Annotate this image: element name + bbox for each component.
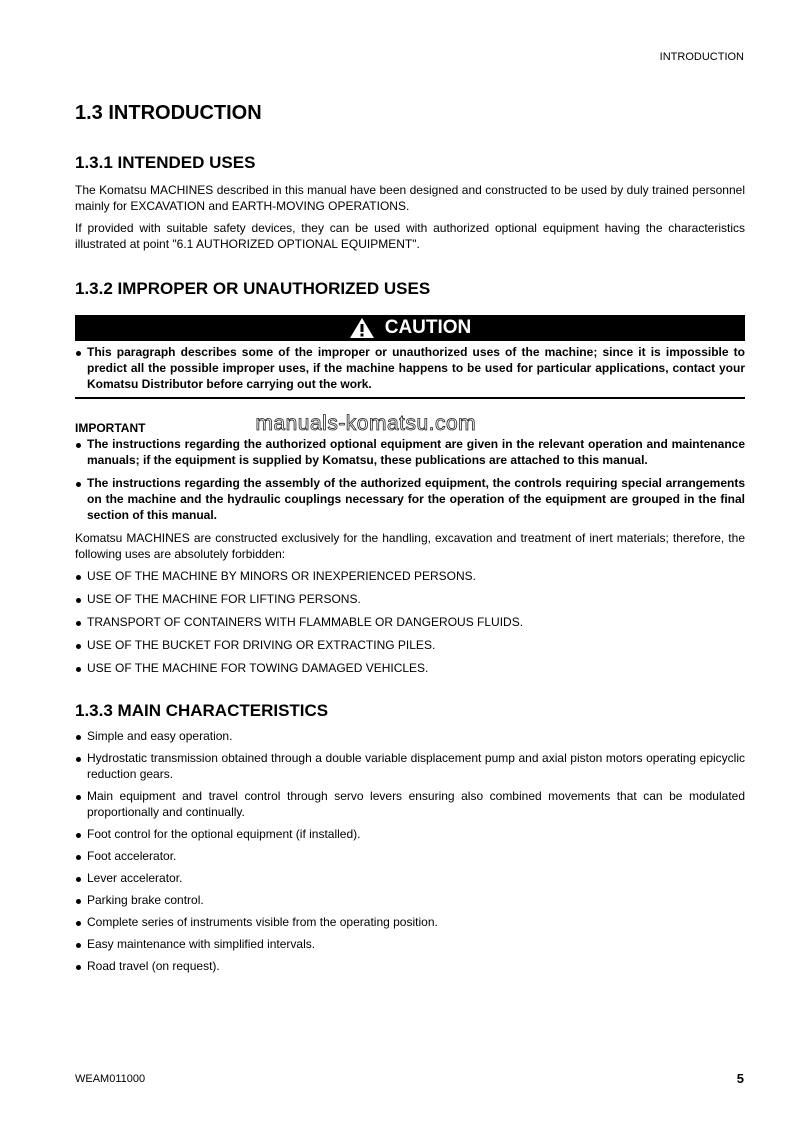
- list-item: USE OF THE MACHINE FOR TOWING DAMAGED VEHICLES.: [75, 660, 745, 676]
- list-item: USE OF THE BUCKET FOR DRIVING OR EXTRACTING PILES.: [75, 637, 745, 653]
- list-item: The instructions regarding the authorized optional equipment are given in the relevant operation and maintenance manuals; if the equipment is supplied by Komatsu, these publications are attached to this manual.: [75, 436, 745, 468]
- list-item: The instructions regarding the assembly of the authorized equipment, the controls requiring special arrangements on the machine and the hydraulic couplings necessary for the operation of the equipment are grouped in the final section of this manual.: [75, 475, 745, 523]
- list-item: Road travel (on request).: [75, 958, 745, 974]
- important-row: [75, 412, 745, 436]
- running-header: INTRODUCTION: [659, 51, 744, 63]
- list-item: Lever accelerator.: [75, 870, 745, 886]
- section-heading-main-characteristics: 1.3.3 MAIN CHARACTERISTICS: [75, 701, 329, 720]
- important-label: IMPORTANT: [75, 421, 146, 435]
- list-item: Main equipment and travel control through servo levers ensuring also combined movements that can be modulated proportionally and continually.: [75, 788, 745, 820]
- section-heading-improper-uses: 1.3.2 IMPROPER OR UNAUTHORIZED USES: [75, 279, 431, 298]
- list-item: Hydrostatic transmission obtained through a double variable displacement pump and axial piston motors operating epicyclic reduction gears.: [75, 750, 745, 782]
- paragraph: If provided with suitable safety devices, they can be used with authorized optional equipment having the characteristics illustrated at point "6.1 AUTHORIZED OPTIONAL EQUIPMENT".: [75, 221, 745, 251]
- paragraph: The Komatsu MACHINES described in this manual have been designed and constructed to be used by duly trained personnel mainly for EXCAVATION and EARTH-MOVING OPERATIONS.: [75, 183, 745, 213]
- page-title: 1.3 INTRODUCTION: [75, 102, 262, 124]
- caution-text: This paragraph describes some of the improper or unauthorized uses of the machine; since it is impossible to predict all the possible improper uses, if the machine happens to be used for particular applications, contact your Komatsu Distributor before carrying out the work.: [75, 344, 745, 392]
- list-item: Foot control for the optional equipment (if installed).: [75, 826, 745, 842]
- warning-triangle-icon: [349, 317, 375, 339]
- list-item: USE OF THE MACHINE FOR LIFTING PERSONS.: [75, 591, 745, 607]
- forbidden-uses-list: [75, 568, 745, 676]
- list-item: Parking brake control.: [75, 892, 745, 908]
- watermark: manuals-komatsu.com: [255, 412, 477, 435]
- page-number: 5: [736, 1071, 744, 1086]
- caution-label: CAUTION: [384, 317, 472, 338]
- section-heading-intended-uses: 1.3.1 INTENDED USES: [75, 153, 256, 172]
- list-item: Simple and easy operation.: [75, 728, 745, 744]
- list-item: Complete series of instruments visible from the operating position.: [75, 914, 745, 930]
- paragraph: Komatsu MACHINES are constructed exclusively for the handling, excavation and treatment of inert materials; therefore, the following uses are absolutely forbidden:: [75, 531, 745, 561]
- list-item: USE OF THE MACHINE BY MINORS OR INEXPERIENCED PERSONS.: [75, 568, 745, 584]
- list-item: Easy maintenance with simplified intervals.: [75, 936, 745, 952]
- characteristics-list: [75, 728, 745, 974]
- list-item: TRANSPORT OF CONTAINERS WITH FLAMMABLE OR DANGEROUS FLUIDS.: [75, 614, 745, 630]
- list-item: Foot accelerator.: [75, 848, 745, 864]
- divider: [75, 397, 745, 399]
- page-content: [75, 101, 745, 974]
- document-code: WEAM011000: [75, 1073, 146, 1085]
- caution-banner: [75, 315, 745, 341]
